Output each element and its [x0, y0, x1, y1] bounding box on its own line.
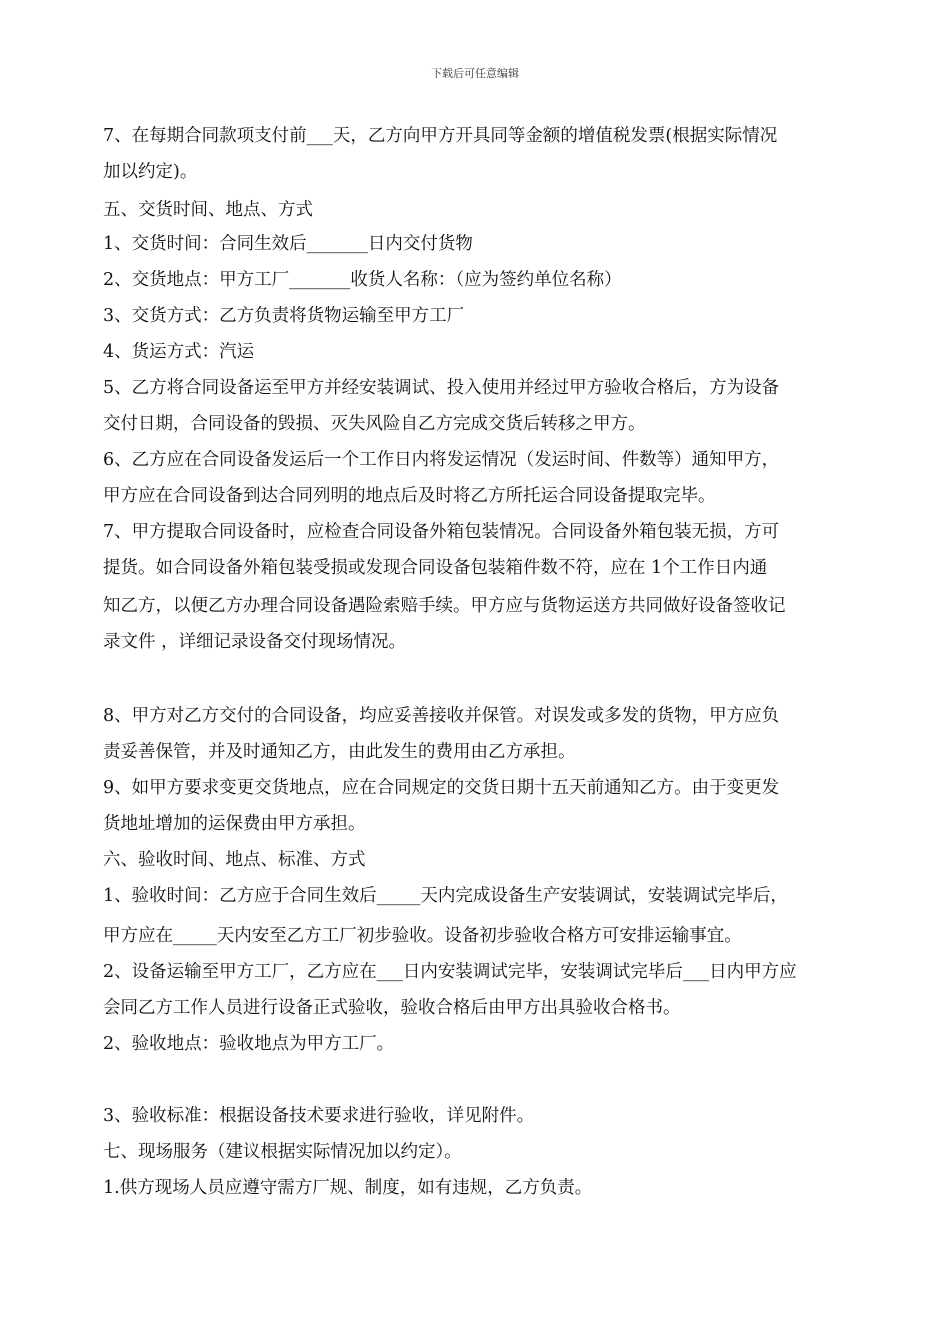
- paragraph-line: 知乙方，以便乙方办理合同设备遇险索赔手续。甲方应与货物运送方共同做好设备签收记: [103, 596, 786, 616]
- paragraph-line: 货地址增加的运保费由甲方承担。: [103, 814, 366, 834]
- paragraph-line: 7、在每期合同款项支付前___天，乙方向甲方开具同等金额的增值税发票(根据实际情况: [103, 126, 778, 146]
- paragraph-line: 会同乙方工作人员进行设备正式验收，验收合格后由甲方出具验收合格书。: [103, 998, 681, 1018]
- paragraph-line: 提货。如合同设备外箱包装受损或发现合同设备包装箱件数不符，应在 1个工作日内通: [103, 558, 768, 578]
- paragraph-line: 录文件 ，详细记录设备交付现场情况。: [103, 632, 407, 652]
- paragraph-line: 责妥善保管，并及时通知乙方，由此发生的费用由乙方承担。: [103, 742, 576, 762]
- paragraph-line: 8、甲方对乙方交付的合同设备，均应妥善接收并保管。对误发或多发的货物，甲方应负: [103, 706, 780, 726]
- paragraph-line: 1、交货时间：合同生效后_______日内交付货物: [103, 234, 473, 254]
- paragraph-line: 甲方应在合同设备到达合同列明的地点后及时将乙方所托运合同设备提取完毕。: [103, 486, 716, 506]
- page-header: 下载后可任意编辑: [431, 67, 519, 80]
- paragraph-line: 3、交货方式：乙方负责将货物运输至甲方工厂: [103, 306, 465, 326]
- paragraph-line: 甲方应在_____天内安至乙方工厂初步验收。设备初步验收合格方可安排运输事宜。: [103, 926, 742, 946]
- section-heading: 七、现场服务（建议根据实际情况加以约定）。: [103, 1142, 462, 1162]
- paragraph-line: 2、设备运输至甲方工厂，乙方应在___日内安装调试完毕，安装调试完毕后___日内甲方应: [103, 962, 797, 982]
- paragraph-line: 2、验收地点：验收地点为甲方工厂。: [103, 1034, 395, 1054]
- paragraph-line: 3、验收标准：根据设备技术要求进行验收，详见附件。: [103, 1106, 535, 1126]
- paragraph-line: 6、乙方应在合同设备发运后一个工作日内将发运情况（发运时间、件数等）通知甲方，: [103, 450, 780, 470]
- paragraph-line: 9、如甲方要求变更交货地点，应在合同规定的交货日期十五天前通知乙方。由于变更发: [103, 778, 780, 798]
- paragraph-line: 2、交货地点：甲方工厂_______收货人名称：（应为签约单位名称）: [103, 270, 622, 290]
- paragraph-line: 7、甲方提取合同设备时，应检查合同设备外箱包装情况。合同设备外箱包装无损，方可: [103, 522, 780, 542]
- section-heading: 五、交货时间、地点、方式: [103, 200, 313, 220]
- paragraph-line: 加以约定)。: [103, 162, 198, 182]
- paragraph-line: 4、货运方式：汽运: [103, 342, 255, 362]
- section-heading: 六、验收时间、地点、标准、方式: [103, 850, 366, 870]
- paragraph-line: 交付日期，合同设备的毁损、灭失风险自乙方完成交货后转移之甲方。: [103, 414, 646, 434]
- paragraph-line: 1、验收时间：乙方应于合同生效后_____天内完成设备生产安装调试，安装调试完毕后，: [103, 886, 788, 906]
- paragraph-line: 5、乙方将合同设备运至甲方并经安装调试、投入使用并经过甲方验收合格后，方为设备: [103, 378, 780, 398]
- paragraph-line: 1.供方现场人员应遵守需方厂规、制度，如有违规，乙方负责。: [103, 1178, 593, 1198]
